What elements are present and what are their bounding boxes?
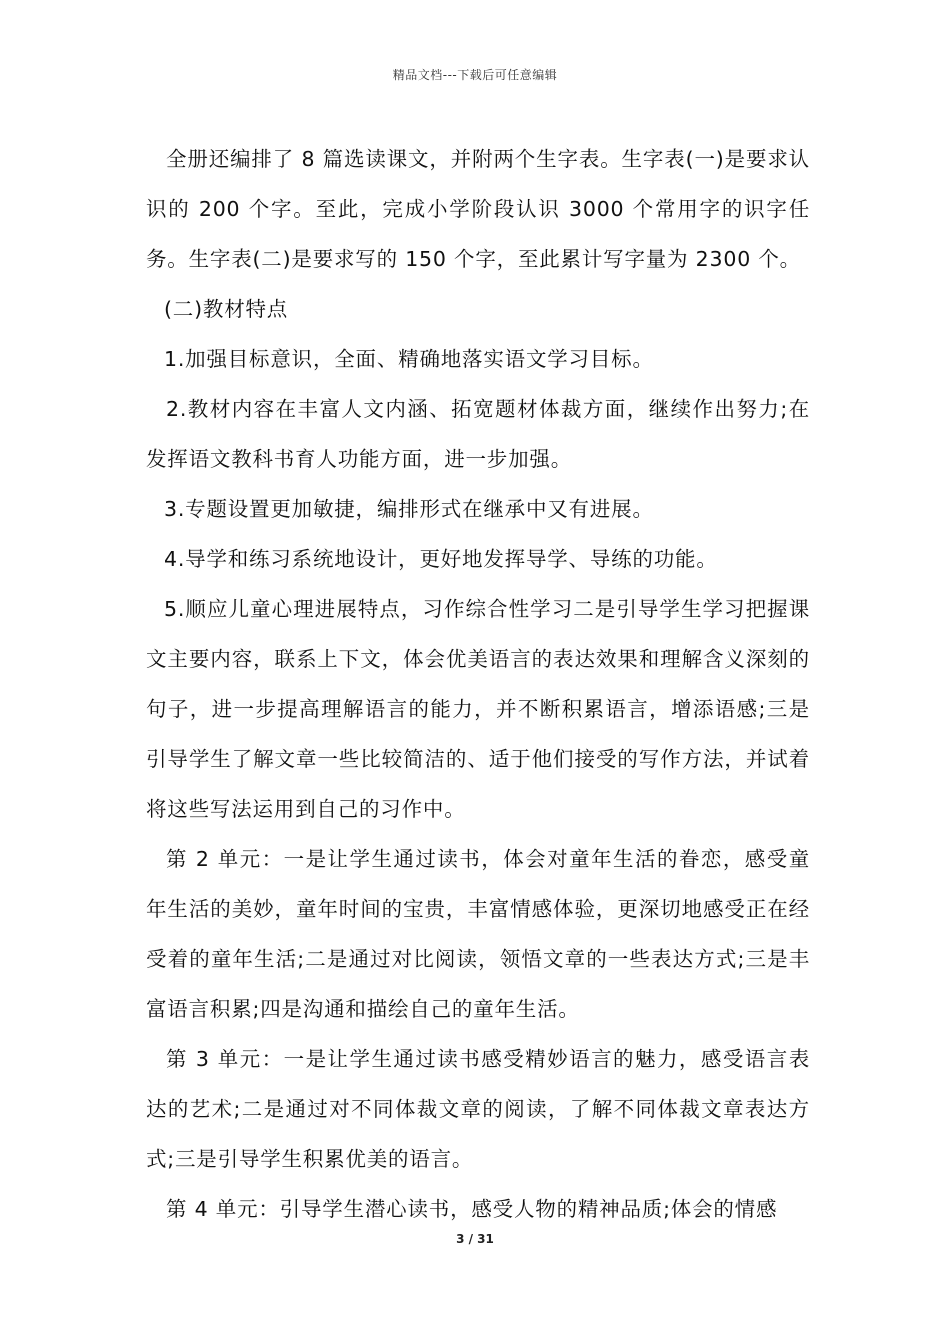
unit-2-paragraph: 第 2 单元：一是让学生通过读书，体会对童年生活的眷恋，感受童年生活的美妙，童年时间的宝贵，丰富情感体验，更深切地感受正在经受着的童年生活;二是通过对比阅读，领悟文章的一些表达方式;三是丰富语言积累;四是沟通和描绘自己的童年生活。 — [146, 847, 810, 1021]
page-number: 3 / 31 — [456, 1232, 494, 1246]
page-header: 精品文档---下载后可任意编辑 — [392, 68, 558, 82]
section-heading-textbook-features: (二)教材特点 — [164, 297, 289, 321]
document-body — [146, 134, 810, 1234]
unit-3-paragraph: 第 3 单元：一是让学生通过读书感受精妙语言的魅力，感受语言表达的艺术;二是通过对不同体裁文章的阅读，了解不同体裁文章表达方式;三是引导学生积累优美的语言。 — [146, 1047, 810, 1171]
feature-item-1: 1.加强目标意识，全面、精确地落实语文学习目标。 — [164, 347, 654, 371]
feature-item-5: 5.顺应儿童心理进展特点，习作综合性学习二是引导学生学习把握课文主要内容，联系上下文，体会优美语言的表达效果和理解含义深刻的句子，进一步提高理解语言的能力，并不断积累语言，增添语感;三是引导学生了解文章一些比较简洁的、适于他们接受的写作方法，并试着将这些写法运用到自己的习作中。 — [146, 597, 810, 821]
feature-item-3: 3.专题设置更加敏捷，编排形式在继承中又有进展。 — [164, 497, 654, 521]
paragraph-glossary-summary: 全册还编排了 8 篇选读课文，并附两个生字表。生字表(一)是要求认识的 200 个字。至此，完成小学阶段认识 3000 个常用字的识字任务。生字表(二)是要求写的 150 个字，至此累计写字量为 2300 个。 — [146, 147, 810, 271]
unit-4-paragraph: 第 4 单元：引导学生潜心读书，感受人物的精神品质;体会的情感 — [166, 1197, 778, 1221]
feature-item-4: 4.导学和练习系统地设计，更好地发挥导学、导练的功能。 — [164, 547, 718, 571]
feature-item-2: 2.教材内容在丰富人文内涵、拓宽题材体裁方面，继续作出努力;在发挥语文教科书育人功能方面，进一步加强。 — [146, 397, 810, 471]
